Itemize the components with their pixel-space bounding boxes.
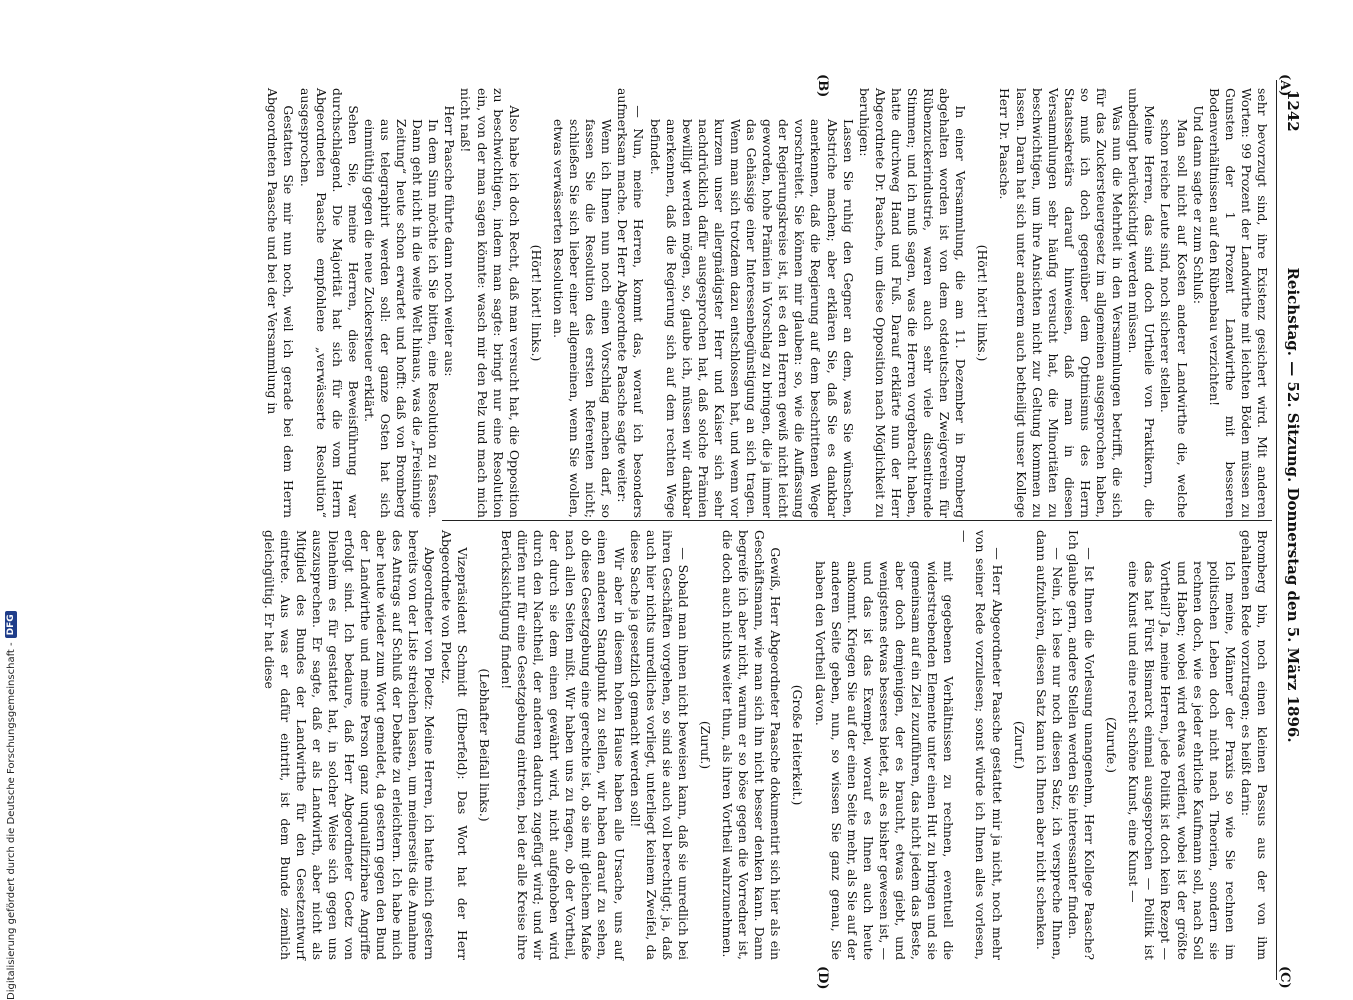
paragraph: Und dann sagte er zum Schluß: [1190,105,1206,304]
paragraph: Bromberg bin, noch einen kleinen Passus aus der von ihm gehaltenen Rede vorzutragen; es heißt darin: [1238,530,1270,960]
quote: Ich meine, Männer der Praxis so wie Sie rechnen im politischen Leben doch nicht nach Theorien, sondern sie rechnen doch, wie es jeder ehrliche Kaufmann soll, nach Soll und Haben; wobei wird etwas verdient, wobei ist der größte Vortheil? Ja, meine Herren, jede Politik ist doch kein Rezept — das hat Fürst Bismarck einmal ausgesprochen — Politik ist eine Kunst und eine recht schöne Kunst, eine Kunst — [1126,561,1238,960]
paragraph: Abgeordneter von Ploetz: Meine Herren, ich hatte mich gestern bereits von der Liste streichen lassen, um meinerseits die Annahme des Antrags auf Schluß der Debatte zu erleichtern. Ich habe mich aber heute wieder zum Wort gemeldet, da gestern gegen den Bund der Landwirthe und meine Person ganz unqualifizirbare Angriffe erfolgt sind. Ich bedaure, daß Herr Abgeordneter Goetz von Dienheim es für gestattet hat, in solcher Weise sich gegen uns auszusprechen. Er sagte, daß er als Landwirth, aber nicht als Mitglied des Bundes der Landwirthe für den Gesetzentwurf eintrete. Aus was er dafür eintritt, ist dem Bunde ziemlich gleichgültig. Er hat diese [261,530,438,960]
paragraph: Sehen Sie, meine Herren, diese Beweisführung war durchschlagend. Die Majorität hat sich für die vom Herrn Abgeordneten Paasche empfohlene „verwässerte Resolution“ ausgesprochen. [297,88,361,518]
column-rule [442,520,1272,521]
margin-letter-d: (D) [815,966,830,990]
right-column [260,530,1270,960]
paragraph: — Nun, meine Herren, kommt das, worauf ich besonders aufmerksam mache. Der Herr Abgeordnete Paasche sagte weiter: [615,88,647,518]
quote: mit gegebenen Verhältnissen zu rechnen, eventuell die widerstrebenden Elemente unter einen Hut zu bringen und sie gemeinsam auf ein Ziel zuzuführen, das nicht jedem das Beste, aber doch demjenigen, der es braucht, etwas giebt, und wenigstens etwas besseres bietet, als es bisher gewesen ist, — und das ist das Exempel, worauf es Ihnen auch heute ankommt. Kriegen Sie auf der einen Seite mehr, als Sie auf der anderen Seite geben, nun, so wissen Sie ganz genau, Sie haben den Vortheil davon. [812,561,957,960]
paragraph: Gestatten Sie mir nun noch, weil ich gerade bei dem Herrn Abgeordneten Paasche und bei der Versammlung in [265,88,297,518]
margin-letter-b: (B) [815,74,830,98]
paragraph: In einer Versammlung, die am 11. Dezember in Bromberg abgehalten worden ist von dem ostdeutschen Zweigverein für Rübenzuckerindustrie, waren auch sehr viele dissentirende Stimmen; und ich muß sagen, was die Herren vorgebracht haben, hatte durchweg Hand und Fuß. Darauf erklärte nun der Herr Abgeordnete Dr. Paasche, um diese Opposition nach Möglichkeit zu beruhigen: [856,88,969,518]
rotated-page [50,0,1350,1000]
paragraph: sehr bevorzugt sind, ihre Existenz gesichert wird. Mit anderen Worten: 99 Prozent der Landwirthe mit leichten Böden müssen zu Gunsten der 1 Prozent Landwirthe mit besseren Bodenverhältnissen auf den Rübenbau verzichten! [1206,88,1270,518]
page-number: 1242 [1284,90,1302,132]
margin-letter-c: (C) [1277,966,1292,989]
interjection: (Zurufe.) [1104,716,1120,774]
dfg-logo: DFG [5,611,17,638]
interjection: (Zuruf.) [1011,720,1027,770]
paragraph: Was nun die Mehrheit in den Versammlungen betrifft, die sich für das Zuckersteuergesetz im allgemeinen ausgesprochen haben, so muß ich doch gegenüber dem Optimismus des Herrn Staatssekretärs darauf hinweisen, daß man in diesen Versammlungen sehr häufig versucht hat, die Minoritäten zu beschwichtigen, um ihre Ansichten nicht zur Geltung kommen zu lassen. Daran hat sich unter anderem auch betheiligt unser Kollege Herr Dr. Paasche. [997,88,1126,518]
left-column [264,88,1270,518]
quote: Wenn ich Ihnen nun noch einen Vorschlag machen darf, so fassen Sie die Resolution des ersten Referenten nicht; schließen Sie sich lieber einer allgemeinen, wenn Sie wollen, etwas verwässerten Resolution an. [550,119,615,518]
paragraph: Gewiß, Herr Abgeordneter Paasche dokumentirt sich hier als ein Geschäftsmann, wie man sich ihn nicht besser denken kann. Dann begreife ich aber nicht, warum er so böse gegen die Vorredner ist, die doch auch nichts weiter thun, als ihren Vortheil wahrzunehmen. [720,530,784,960]
paragraph: Wir aber in diesem hohen Hause haben alle Ursache, uns auf einen anderen Standpunkt zu stellen, wir haben darauf zu sehen, ob diese Gesetzgebung eine gerechte ist, ob sie mit gleichem Maße nach allen Seiten mißt. Wir haben uns zu fragen, ob der Vortheil, der durch sie dem einen gewährt wird, nicht aufgehoben wird durch den Nachtheil, der anderen dadurch zugefügt wird; und wir dürfen nur für eine Gesetzgebung eintreten, bei der alle Kreise ihre Berücksichtigung finden! [498,530,627,960]
interjection: (Hört! hört! links.) [528,244,544,362]
paragraph: Meine Herren, das sind doch Urtheile von Praktikern, die unbedingt berücksichtigt werden müssen. [1126,88,1158,518]
interjection: (Zuruf.) [698,720,713,770]
interjection: (Hört! hört! links.) [975,244,991,362]
margin-letter-a: (A) [1277,74,1292,97]
paragraph: Vizepräsident Schmidt (Elberfeld): Das Wort hat der Herr Abgeordnete von Ploetz. [438,530,470,960]
paragraph: — Herr Abgeordneter Paasche gestattet mir ja nicht, noch mehr von seiner Rede vorzulesen; sonst würde ich Ihnen alles vorlesen, — [957,530,1005,960]
paragraph: — Nein, ich lese nur noch diesen Satz; ich verspreche Ihnen, dann aufzuhören, diesen Satz kann ich Ihnen aber nicht schenken. [1033,530,1065,960]
digitization-credit [0,0,22,1000]
paragraph: — Sobald man ihnen nicht beweisen kann, daß sie unredlich bei ihren Geschäften vorgehen, so sind sie auch voll berechtigt; ja, daß auch hier nichts unredliches vorliegt, unterliegt keinem Zweifel, da diese Sache ja gesetzlich gemacht werden soll! [627,530,691,960]
header-rule [1276,80,1277,980]
quote: Man soll nicht auf Kosten anderer Landwirthe die, welche schon reiche Leute sind, noch sicherer stellen. [1158,119,1190,518]
quote: In dem Sinn möchte ich Sie bitten, eine Resolution zu fassen. Dann geht nicht in die weite Welt hinaus, was die „Freisinnige Zeitung“ heute schon erwartet und hofft: daß von Bromberg aus telegraphirt werden soll: der ganze Osten hat sich einmüthig gegen die neue Zuckersteuer erklärt. [361,119,442,518]
paragraph: Herr Paasche führte dann noch weiter aus: [442,105,458,377]
interjection: (Lebhafter Beifall links.) [476,668,492,822]
paragraph: — Ist Ihnen die Vorlesung unangenehm, Herr Kollege Paasche? Ich glaube gern, andere Stellen werden Sie interessanter finden. [1065,530,1098,960]
interjection: (Große Heiterkeit.) [790,684,806,806]
quote: Lassen Sie ruhig den Gegner an dem, was Sie wünschen, Abstriche machen; aber erklären Sie, daß Sie es dankbar anerkennen, daß die Regierung auf dem beschrittenen Wege vorschreitet. Sie können mir glauben: so, wie die Auffassung der Regierungskreise ist, ist es den Herren gewiß nicht leicht geworden, hohe Prämien in Vorschlag zu bringen, die ja immer das Gehässige einer Interessenbegünstigung an sich tragen. Wenn man sich trotzdem dazu entschlossen hat, und wenn vor kurzem unser allergnädigster Herr und Kaiser sich sehr nachdrücklich dafür ausgesprochen hat, daß solche Prämien bewilligt werden mögen, so, glaube ich, müssen wir dankbar anerkennen, daß die Regierung sich auf dem rechten Wege befindet. [647,119,856,518]
paragraph: Also habe ich doch Recht, daß man versucht hat, die Opposition zu beschwichtigen, indem man sagte: bringt nur eine Resolution ein, von der man sagen könnte: wasch mir den Pelz und mach mich nicht naß! [458,88,522,518]
page-title: Reichstag. — 52. Sitzung. Donnerstag den 5. März 1896. [1284,267,1302,743]
page-header [1278,30,1302,980]
credit-text: Digitalisierung gefördert durch die Deutsche Forschungsgemeinschaft - [5,642,17,1000]
